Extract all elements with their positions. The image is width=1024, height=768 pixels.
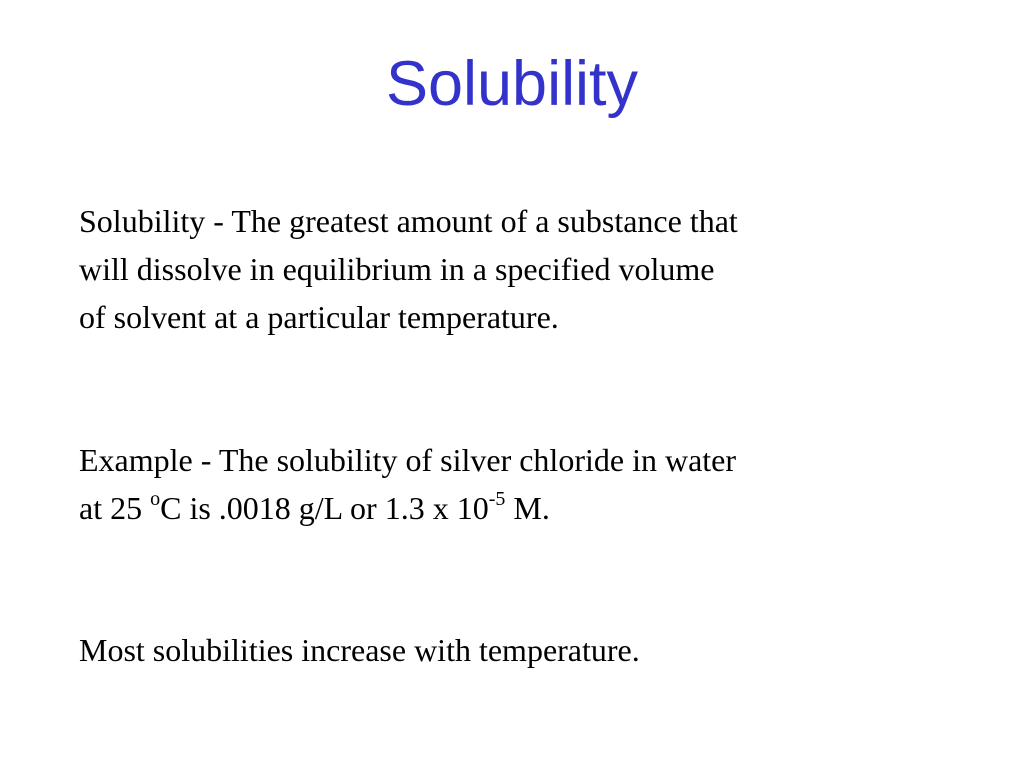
degree-superscript: o — [150, 488, 161, 511]
example-text: M. — [505, 490, 550, 526]
example-line — [79, 484, 959, 532]
trend-line: Most solubilities increase with temperature. — [79, 632, 640, 668]
slide-title: Solubility — [385, 49, 639, 119]
example-paragraph — [79, 436, 959, 532]
example-line: Example - The solubility of silver chloride in water — [79, 442, 737, 478]
definition-line: of solvent at a particular temperature. — [79, 299, 559, 335]
definition-line: Solubility - The greatest amount of a substance that — [79, 203, 738, 239]
example-text: at 25 — [79, 490, 151, 526]
definition-line: will dissolve in equilibrium in a specified volume — [79, 251, 715, 287]
definition-paragraph — [79, 197, 959, 341]
example-text: C is .0018 g/L or 1.3 x 10 — [160, 490, 489, 526]
trend-paragraph — [79, 626, 959, 674]
exponent-superscript: -5 — [488, 488, 506, 511]
